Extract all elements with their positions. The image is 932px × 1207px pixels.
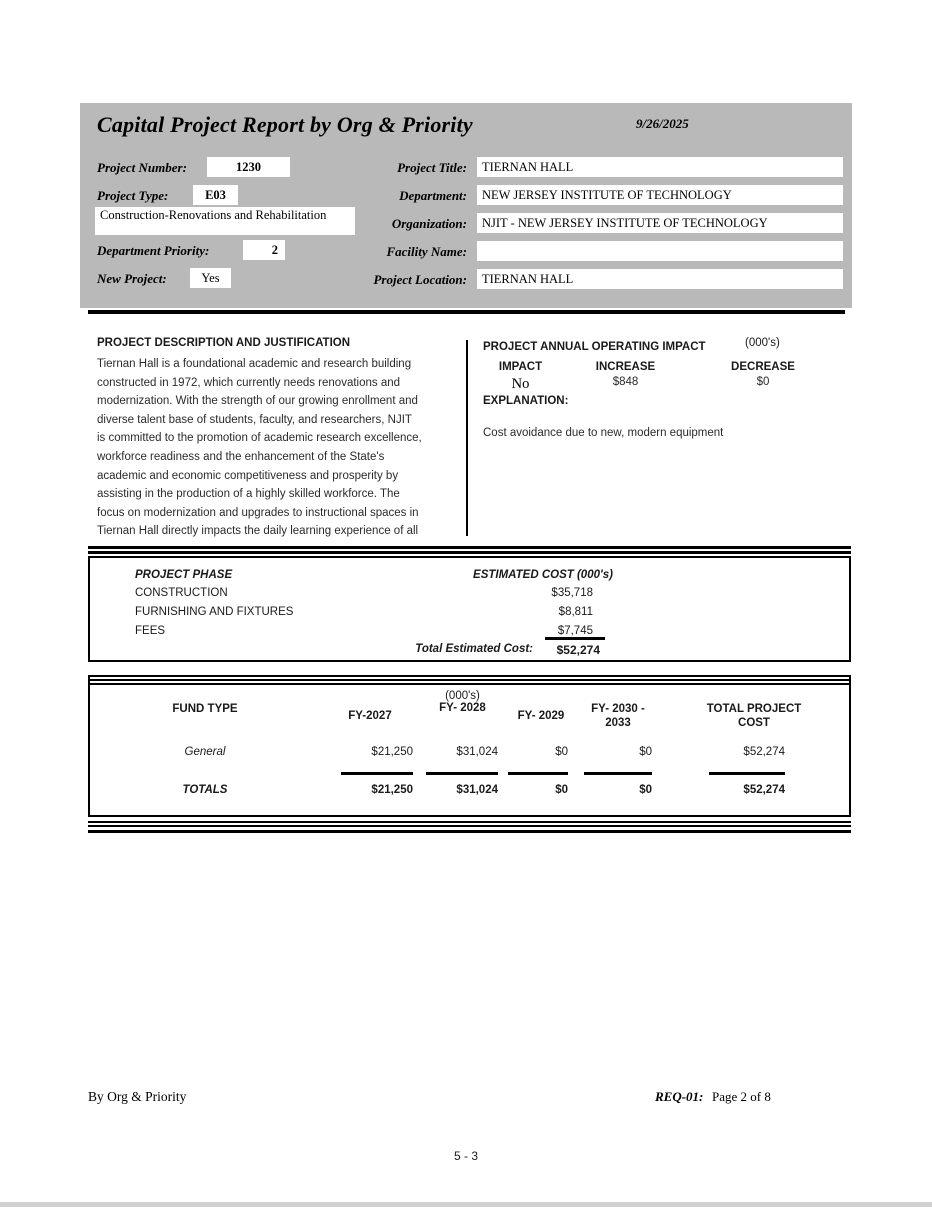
footer-page-info: Page 2 of 8: [712, 1089, 771, 1104]
project-number-field: 1230: [207, 157, 290, 177]
department-field: NEW JERSEY INSTITUTE OF TECHNOLOGY: [477, 185, 843, 205]
phase-column-header: PROJECT PHASE: [135, 569, 233, 581]
totals-label: TOTALS: [182, 783, 228, 796]
totals-fy2029: $0: [555, 783, 568, 796]
total-estimated-cost-value: $52,274: [556, 643, 600, 657]
phase-row-label: CONSTRUCTION: [135, 587, 228, 599]
project-type-description-field: Construction-Renovations and Rehabilitation: [95, 207, 355, 235]
totals-fy2030-2033: $0: [639, 783, 652, 796]
operating-impact-heading: PROJECT ANNUAL OPERATING IMPACT: [483, 341, 706, 353]
description-line: Tiernan Hall is a foundational academic and research building: [97, 358, 412, 370]
totals-fy2028: $31,024: [456, 783, 498, 796]
fund-table-header-row: [90, 689, 849, 730]
increase-column-header: INCREASE: [595, 361, 656, 373]
project-location-field: TIERNAN HALL: [477, 269, 843, 289]
phase-row-label: FURNISHING AND FIXTURES: [135, 606, 294, 618]
facility-name-field: [477, 241, 843, 261]
organization-field: NJIT - NEW JERSEY INSTITUTE OF TECHNOLOGY: [477, 213, 843, 233]
fy-2029-header: FY- 2029: [517, 710, 565, 722]
totals-fy2027: $21,250: [371, 783, 413, 796]
project-title-label: Project Title:: [397, 160, 467, 175]
new-project-label: New Project:: [97, 271, 167, 286]
total-project-cost-header: TOTAL PROJECT COST: [706, 703, 802, 729]
project-title-field: TIERNAN HALL: [477, 157, 843, 177]
increase-value: $848: [612, 376, 639, 388]
project-type-field: E03: [193, 185, 238, 205]
description-line: assisting in the production of a highly skilled workforce. The: [97, 488, 400, 501]
bottom-bar: [0, 1202, 932, 1207]
new-project-field: Yes: [190, 268, 231, 288]
fund-type-header: FUND TYPE: [172, 703, 238, 715]
fund-value-fy2028: $31,024: [456, 746, 498, 758]
totals-total: $52,274: [743, 783, 785, 796]
phase-row-cost: $8,811: [558, 606, 593, 618]
phase-table-top-rule: [88, 546, 851, 554]
description-line: modernization. With the strength of our growing enrollment and: [97, 395, 418, 408]
project-number-label: Project Number:: [97, 160, 187, 175]
phase-row-cost: $35,718: [551, 587, 593, 599]
fund-value-fy2029: $0: [555, 746, 568, 758]
operating-impact-units: (000's): [745, 337, 780, 349]
section-divider: [466, 340, 468, 536]
fund-units-label: (000's): [445, 690, 480, 702]
report-header: [80, 103, 852, 308]
department-label: Department:: [399, 188, 467, 203]
project-type-label: Project Type:: [97, 188, 169, 203]
department-priority-label: Department Priority:: [97, 243, 210, 258]
impact-value: No: [511, 376, 530, 392]
footer-report-name: By Org & Priority: [88, 1089, 187, 1104]
fund-name: General: [184, 746, 226, 758]
header-divider-rule: [88, 310, 845, 314]
project-location-label: Project Location:: [373, 272, 467, 287]
description-line: Tiernan Hall directly impacts the daily learning experience of all: [97, 525, 419, 538]
decrease-column-header: DECREASE: [731, 361, 795, 373]
fund-totals-row: [90, 784, 849, 796]
report-date: 9/26/2025: [636, 116, 689, 131]
fund-value-fy2030-2033: $0: [639, 746, 652, 758]
total-overline: [545, 637, 605, 640]
description-line: is committed to the promotion of academic research excellence,: [97, 432, 422, 445]
phase-row-cost: $7,745: [557, 625, 593, 637]
description-heading: PROJECT DESCRIPTION AND JUSTIFICATION: [97, 337, 351, 349]
description-line: workforce readiness and the enhancement of the State's: [97, 450, 385, 463]
fund-value-fy2027: $21,250: [371, 746, 413, 758]
fy-2030-2033-header: FY- 2030 - 2033: [591, 703, 645, 729]
description-line: constructed in 1972, which currently needs renovations and: [97, 376, 401, 389]
explanation-text: Cost avoidance due to new, modern equipment: [483, 427, 724, 439]
fund-table-inner-rule: [90, 679, 849, 685]
operating-impact-section: [483, 337, 845, 393]
fy-2027-header: FY-2027: [348, 710, 392, 722]
decrease-value: $0: [756, 376, 770, 388]
totals-overlines: [90, 772, 849, 775]
fund-table-bottom-rules: [88, 821, 851, 833]
footer-report-code: REQ-01:: [655, 1089, 704, 1104]
organization-label: Organization:: [391, 216, 467, 231]
report-title: Capital Project Report by Org & Priority: [97, 112, 473, 137]
phase-row-label: FEES: [135, 625, 166, 637]
fund-value-total: $52,274: [743, 746, 785, 758]
description-line: academic and economic competitiveness and prosperity by: [97, 469, 399, 482]
phase-table: [88, 556, 851, 662]
page-number: 5 - 3: [453, 1149, 478, 1163]
explanation-label: EXPLANATION:: [483, 395, 569, 407]
fund-row-general: [90, 746, 849, 758]
fund-table: [88, 675, 851, 817]
description-line: focus on modernization and upgrades to instructional spaces in: [97, 506, 419, 519]
facility-name-label: Facility Name:: [386, 244, 467, 259]
description-line: diverse talent base of students, faculty, and researchers, NJIT: [97, 413, 412, 426]
impact-column-header: IMPACT: [498, 361, 543, 373]
fy-2028-header: FY- 2028: [439, 702, 486, 714]
description-text: [97, 355, 477, 541]
total-estimated-cost-label: Total Estimated Cost:: [415, 643, 533, 655]
estimated-cost-header: ESTIMATED COST (000's): [473, 569, 613, 581]
department-priority-field: 2: [243, 240, 285, 260]
